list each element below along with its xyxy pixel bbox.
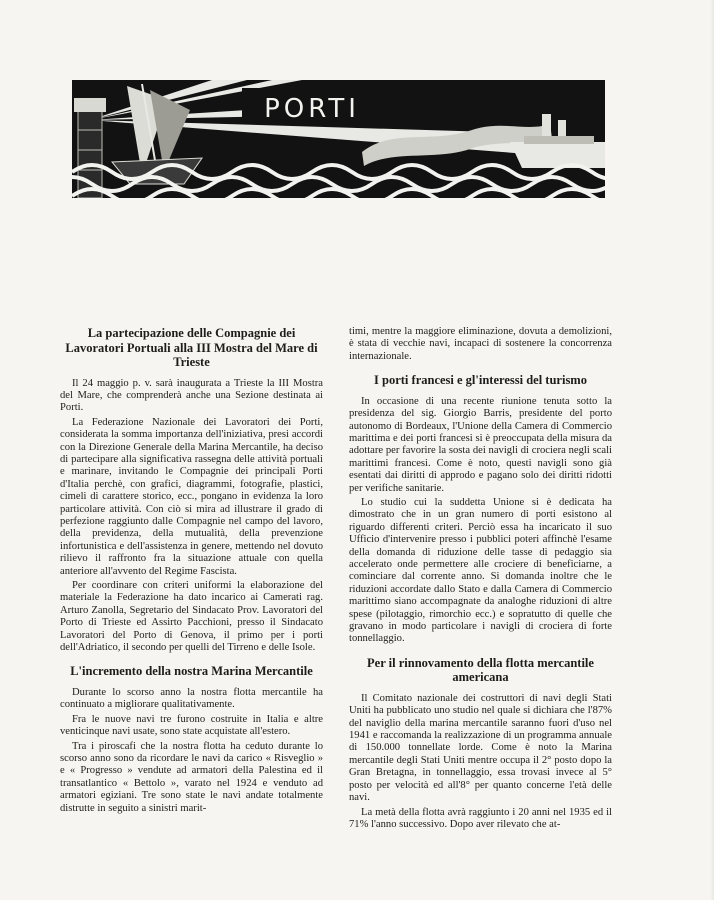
article-paragraph: Fra le nuove navi tre furono costruite in Italia e altre venticinque navi usate, sono state acquistate all'estero. [60,713,323,738]
article-paragraph: Durante lo scorso anno la nostra flotta mercantile ha continuato a migliorare qualitativamente. [60,686,323,711]
article-heading: Per il rinnovamento della flotta mercantile americana [367,655,594,685]
wave-line [72,189,605,198]
banner-illustration [72,80,605,198]
article-paragraph: timi, mentre la maggiore eliminazione, dovuta a demolizioni, è stata di vecchie navi, incapaci di sostenere la concorrenza internazionale. [349,326,612,362]
article-paragraph: La metà della flotta avrà raggiunto i 20 anni nel 1935 ed il 71% l'anno successivo. Dopo aver rilevato che at- [349,806,612,830]
article-paragraph: Il 24 maggio p. v. sarà inaugurata a Trieste la III Mostra del Mare, che comprenderà anche una Sezione destinata ai Porti. [60,377,323,414]
article-heading: La partecipazione delle Compagnie dei Lavoratori Portuali alla III Mostra del Mare di Trieste [65,326,318,369]
porti-banner [72,80,605,198]
steamship-icon [510,114,605,168]
left-column [60,326,323,815]
banner-title: PORTI [264,94,360,124]
article-paragraph: In occasione di una recente riunione tenuta sotto la presidenza del sig. Giorgio Barris, presidente del porto autonomo di Bordeaux, l'Unione della Camera di Commercio marittima e dei porti francesi si è preoccupata della misura da adottare per favorire la sosta dei navigli di crociera negli scali marittimi francesi. Come è noto, questi navigli sono già esentati dai diritti di approdo e pagano solo dei diritti ridotti per verifiche sanitarie. [349,395,612,494]
article-paragraph: Per coordinare con criteri uniformi la elaborazione del materiale la Federazione ha dato incarico ai Camerati rag. Arturo Zanolla, Segretario del Sindacato Prov. Lavoratori del Porto di Trieste ed Assirto Pacchioni, presso il Sindacato Lavoratori del Porto di Genova, il primo per i porti dell'Adriatico, il secondo per quelli del Tirreno e delle Isole. [60,580,323,654]
article-paragraph: La Federazione Nazionale dei Lavoratori dei Porti, considerata la somma importanza dell'iniziativa, presi accordi con la Direzione Generale della Marina Mercantile, ha deciso di partecipare alla significativa rassegna delle attività portuali e marinare, invitando le Compagnie dei principali Porti d'Italia perchè, con grafici, diagrammi, fotografie, plastici, cimeli di carattere storico, ecc., pongano in evidenza la loro particolare attività. Con ciò si mira ad illustrare il grado di perfezione raggiunto dalle Compagnie nel campo del lavoro, della previdenza, della mutualità, della prevenzione infortunistica e dell'assistenza in genere, mettendo nel dovuto rilievo il raffronto fra la situazione attuale con quella anteriore all'avvento del Regime Fascista. [60,416,323,577]
page-edge [710,0,714,900]
article-paragraph: Tra i piroscafi che la nostra flotta ha ceduto durante lo scorso anno sono da ricordare le navi da carico « Risveglio » e « Progresso » vendute ad armatori della Palestina ed il transatlantico « Bettolo », varato nel 1924 e venduto ad armatori egiziani. Tre sono state le navi andate totalmente distrutte in seguito a sinistri marit- [60,740,323,814]
article-heading: I porti francesi e gl'interessi del turismo [374,373,587,388]
article-paragraph: Lo studio cui la suddetta Unione si è dedicata ha dimostrato che in un gran numero di porti esistono al riguardo differenti criteri. Perciò essa ha incaricato il suo Ufficio d'intervenire presso i pubblici poteri affinchè l'esame della domanda di riduzione delle tasse di pedaggio sia accelerato onde permettere alle crociere di beneficiarne, a cominciare dal corrente anno. Si domanda inoltre che le riduzioni accordate dallo Stato e dalla Camera di Commercio marittimo siano accompagnate da analoghe riduzioni di altre spese (pilotaggio, rimorchio ecc.) e sopratutto di quelle che gravano in modo particolare i navigli di crociera di forte tonnellaggio. [349,496,612,645]
article-paragraph: Il Comitato nazionale dei costruttori di navi degli Stati Uniti ha pubblicato uno studio nel quale si dichiara che l'87% del naviglio della marina mercantile saranno fuori d'uso nel 1941 e raccomanda la realizzazione di un programma annuale di 150.000 tonnellate lorde. Come è noto la Marina mercantile degli Stati Uniti mentre occupa il 2° posto dopo la Gran Bretagna, in tonnellaggio, essa trovasi invece al 5° posto per velocità ed all'8° per quanto concerne l'età delle navi. [349,692,612,804]
right-column [349,326,612,831]
article-heading: L'incremento della nostra Marina Mercantile [70,664,313,679]
